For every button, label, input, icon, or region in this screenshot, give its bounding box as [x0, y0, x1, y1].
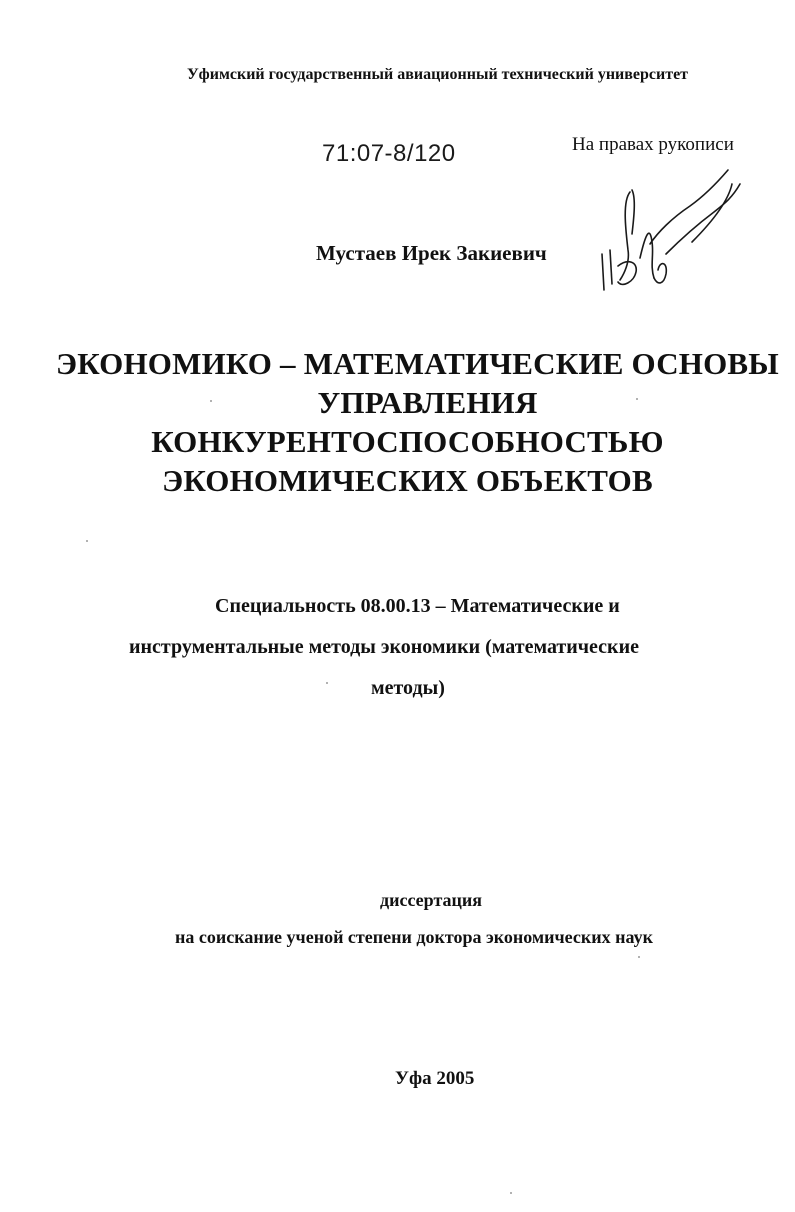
- scan-speck: [636, 398, 638, 400]
- scan-speck: [510, 1192, 512, 1194]
- manuscript-rights-note: На правах рукописи: [572, 134, 734, 155]
- specialty-line: Специальность 08.00.13 – Математические и: [215, 595, 620, 617]
- title-line: УПРАВЛЕНИЯ: [317, 385, 538, 420]
- specialty-line: методы): [371, 677, 445, 699]
- specialty-block: [0, 586, 795, 709]
- title-line: ЭКОНОМИЧЕСКИХ ОБЪЕКТОВ: [162, 463, 653, 498]
- signature-icon: [592, 162, 752, 297]
- scan-speck: [326, 682, 328, 684]
- university-name: Уфимский государственный авиационный технический университет: [186, 66, 689, 83]
- title-line: КОНКУРЕНТОСПОСОБНОСТЬЮ: [151, 424, 664, 459]
- work-type-label: диссертация: [380, 890, 482, 910]
- degree-statement: на соискание ученой степени доктора экономических наук: [175, 927, 653, 947]
- scan-speck: [638, 956, 640, 958]
- title-line: ЭКОНОМИКО – МАТЕМАТИЧЕСКИЕ ОСНОВЫ: [56, 346, 779, 381]
- scan-speck: [86, 540, 88, 542]
- specialty-line: инструментальные методы экономики (математические: [129, 636, 639, 658]
- author-name: Мустаев Ирек Закиевич: [316, 241, 547, 265]
- dissertation-title: [0, 344, 795, 500]
- catalog-number: 71:07-8/120: [322, 140, 456, 167]
- scan-speck: [210, 400, 212, 402]
- city-year: Уфа 2005: [395, 1068, 475, 1089]
